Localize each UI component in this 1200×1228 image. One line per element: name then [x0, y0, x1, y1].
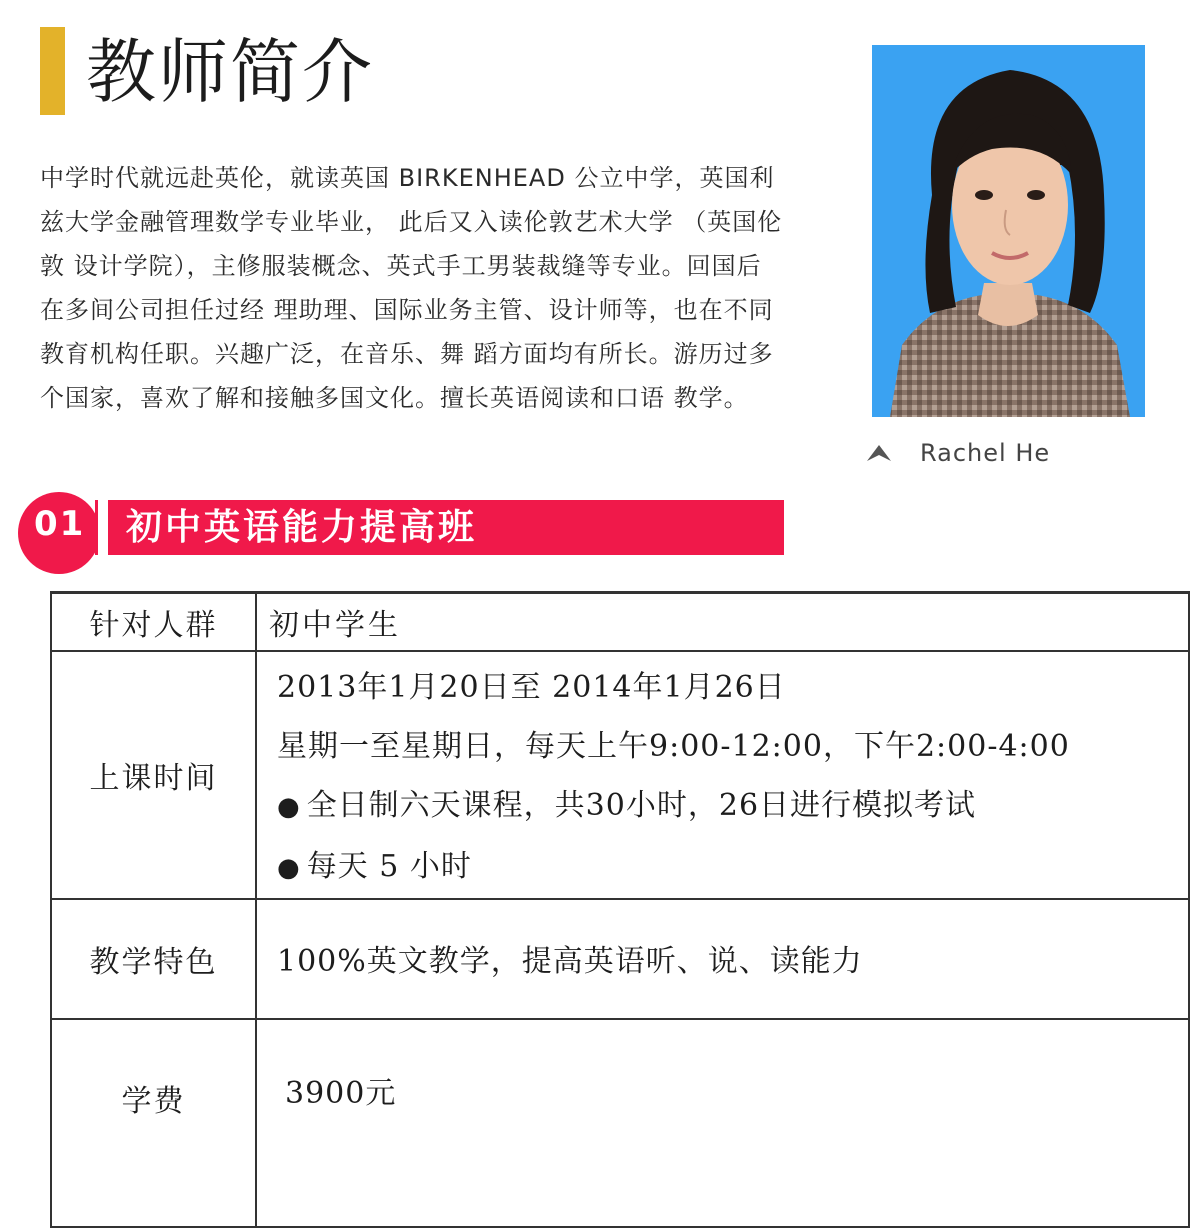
title-accent-bar: [40, 27, 65, 115]
table-row: [51, 593, 1189, 652]
feature-label: 教学特色: [51, 899, 256, 1019]
table-row: [51, 1019, 1189, 1227]
teacher-name-caption: [866, 436, 1050, 470]
schedule-value: [256, 651, 1189, 899]
table-row: [51, 651, 1189, 899]
schedule-bullet-text: 全日制六天课程，共30小时，26日进行模拟考试: [306, 788, 977, 823]
table-row: [51, 899, 1189, 1019]
bio-line: 中学时代就远赴英伦，就读英国 BIRKENHEAD 公立中学，英国利: [40, 164, 775, 192]
schedule-label: 上课时间: [51, 651, 256, 899]
course-banner: [0, 490, 790, 574]
schedule-bullet: [277, 776, 1188, 837]
banner-divider: [98, 500, 108, 555]
caret-up-icon: [866, 443, 892, 463]
teacher-photo: [872, 45, 1145, 417]
bio-line: 个国家，喜欢了解和接触多国文化。擅长英语阅读和口语 教学。: [40, 384, 749, 412]
fee-label: 学费: [51, 1019, 256, 1227]
bio-line: 兹大学金融管理数学专业毕业， 此后又入读伦敦艺术大学 （英国伦: [40, 208, 783, 236]
schedule-hours: 星期一至星期日，每天上午9:00-12:00，下午2:00-4:00: [277, 729, 1070, 764]
teacher-name: Rachel He: [920, 439, 1051, 467]
bio-line: 在多间公司担任过经 理助理、国际业务主管、设计师等，也在不同: [40, 296, 774, 324]
audience-label: 针对人群: [51, 593, 256, 652]
bullet-icon: [277, 788, 307, 823]
bio-line: 教育机构任职。兴趣广泛，在音乐、舞 蹈方面均有所长。游历过多: [40, 340, 774, 368]
bio-line: 敦 设计学院），主修服装概念、英式手工男装裁缝等专业。回国后: [40, 252, 762, 280]
schedule-bullet-text: 每天 5 小时: [306, 849, 472, 884]
feature-value: [256, 899, 1189, 1019]
course-info-table: [50, 591, 1190, 1228]
schedule-dates: 2013年1月20日至 2014年1月26日: [277, 670, 786, 705]
feature-text: 100%英文教学，提高英语听、说、读能力: [277, 944, 863, 979]
page-title: 教师简介: [86, 31, 374, 113]
schedule-bullet: [277, 837, 1188, 898]
fee-text: 3900元: [285, 1076, 397, 1111]
course-title: 初中英语能力提高班: [126, 507, 478, 548]
fee-value: [256, 1019, 1189, 1227]
course-number: 01: [34, 504, 86, 544]
audience-value: 初中学生: [256, 593, 1189, 652]
teacher-bio: [40, 156, 820, 420]
bullet-icon: [277, 849, 307, 884]
